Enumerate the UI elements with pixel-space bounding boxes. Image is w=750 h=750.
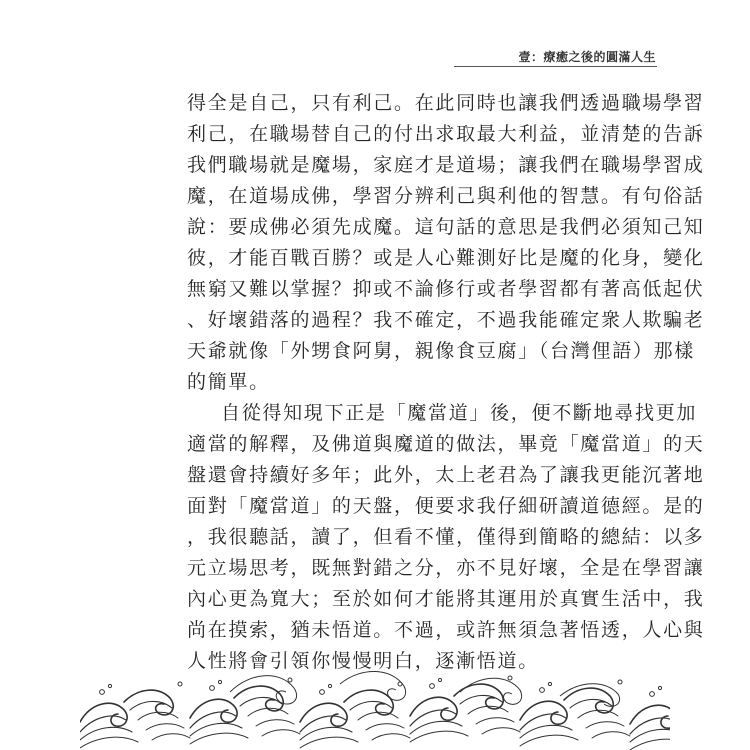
text-line: 得全是自己，只有利己。在此同時也讓我們透過職場學習 bbox=[187, 92, 705, 114]
body-text bbox=[187, 88, 705, 677]
text-line: 內心更為寬大；至於如何才能將其運用於真實生活中，我 bbox=[187, 588, 705, 610]
text-line: 自從得知現下正是「魔當道」後，便不斷地尋找更加 bbox=[221, 402, 698, 424]
text-line: 說：要成佛必須先成魔。這句話的意思是我們必須知己知 bbox=[187, 216, 705, 238]
text-line: 天爺就像「外甥食阿舅，親像食豆腐」（台灣俚語）那樣 bbox=[187, 340, 696, 362]
text-line: 的簡單。 bbox=[187, 371, 270, 393]
text-line: 尚在摸索，猶未悟道。不過，或許無須急著悟透，人心與 bbox=[187, 619, 705, 641]
text-line: 、好壞錯落的過程？我不確定，不過我能確定衆人欺騙老 bbox=[187, 309, 705, 331]
header-rule bbox=[454, 66, 657, 67]
text-line: 我們職場就是魔場，家庭才是道場；讓我們在職場學習成 bbox=[187, 154, 705, 176]
text-line: 彼，才能百戰百勝？或是人心難測好比是魔的化身，變化 bbox=[187, 247, 705, 269]
text-line: ，我很聽話，讀了，但看不懂，僅得到簡略的總結：以多 bbox=[187, 526, 705, 548]
text-line: 魔，在道場成佛，學習分辨利己與利他的智慧。有句俗話 bbox=[187, 185, 705, 207]
text-line: 適當的解釋，及佛道與魔道的做法，畢竟「魔當道」的天 bbox=[187, 433, 705, 455]
running-header-title: 壹：療癒之後的圓滿人生 bbox=[518, 50, 656, 64]
wave-pattern-icon bbox=[80, 662, 670, 750]
text-line: 無窮又難以掌握？抑或不論修行或者學習都有著高低起伏 bbox=[187, 278, 705, 300]
text-line: 人性將會引領你慢慢明白，逐漸悟道。 bbox=[187, 650, 539, 672]
text-line: 利己，在職場替自己的付出求取最大利益，並清楚的告訴 bbox=[187, 123, 705, 145]
text-line: 盤還會持續好多年；此外，太上老君為了讓我更能沉著地 bbox=[187, 464, 705, 486]
text-line: 元立場思考，既無對錯之分，亦不見好壞，全是在學習讓 bbox=[187, 557, 705, 579]
text-line: 面對「魔當道」的天盤，便要求我仔細研讀道德經。是的 bbox=[187, 495, 705, 517]
